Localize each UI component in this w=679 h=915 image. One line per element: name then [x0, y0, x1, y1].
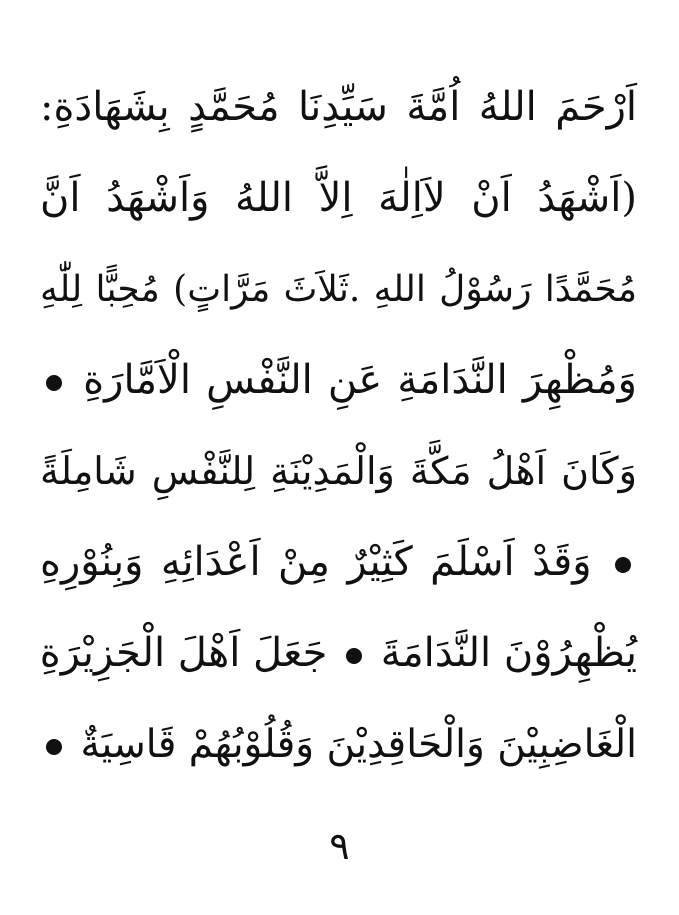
- text-line-2: [40, 153, 637, 244]
- line-text: يُظْهِرُوْنَ النَّدَامَةَ: [380, 630, 637, 676]
- bullet-dot: [46, 375, 62, 391]
- text-line-4: [40, 335, 637, 426]
- text-line-3: [40, 244, 637, 335]
- line-text: اَرْحَمَ اللهُ اُمَّةَ سَيِّدِنَا مُحَمَّدٍ بِشَهَادَةِ:: [40, 84, 637, 130]
- text-line-5: [40, 426, 637, 517]
- bullet-dot: [615, 557, 631, 573]
- text-line-8: [40, 699, 637, 790]
- text-line-1: [40, 62, 637, 153]
- page-number: ٩: [329, 824, 350, 868]
- line-text: (اَشْهَدُ اَنْ لاَاِلٰهَ اِلاَّ اللهُ وَاَشْهَدُ اَنَّ: [40, 175, 637, 221]
- arabic-text-block: [40, 62, 637, 790]
- line-text: الْغَاضِبِيْنَ وَالْحَاقِدِيْنَ وَقُلُوْبُهُمْ قَاسِيَةٌ: [80, 722, 637, 767]
- line-text: وَمُظْهِرَ النَّدَامَةِ عَنِ النَّفْسِ الْاَمَّارَةِ: [83, 357, 637, 403]
- line-text-continued: جَعَلَ اَهْلَ الْجَزِيْرَةِ: [39, 630, 328, 676]
- text-line-6: [40, 517, 637, 608]
- line-text: وَقَدْ اَسْلَمَ كَثِيْرٌ مِنْ اَعْدَائِهِ وَبِنُوْرِهِ: [40, 539, 592, 585]
- bullet-dot: [346, 648, 362, 664]
- line-text: مُحَمَّدًا رَسُوْلُ اللهِ .ثَلاَثَ مَرَّاتٍ) مُحِبًّا لِلّٰهِ: [40, 269, 637, 310]
- bullet-dot: [46, 739, 62, 755]
- text-line-7: [40, 608, 637, 699]
- line-text: وَكَانَ اَهْلُ مَكَّةَ وَالْمَدِيْنَةِ لِلنَّفْسِ شَامِلَةً: [40, 449, 637, 493]
